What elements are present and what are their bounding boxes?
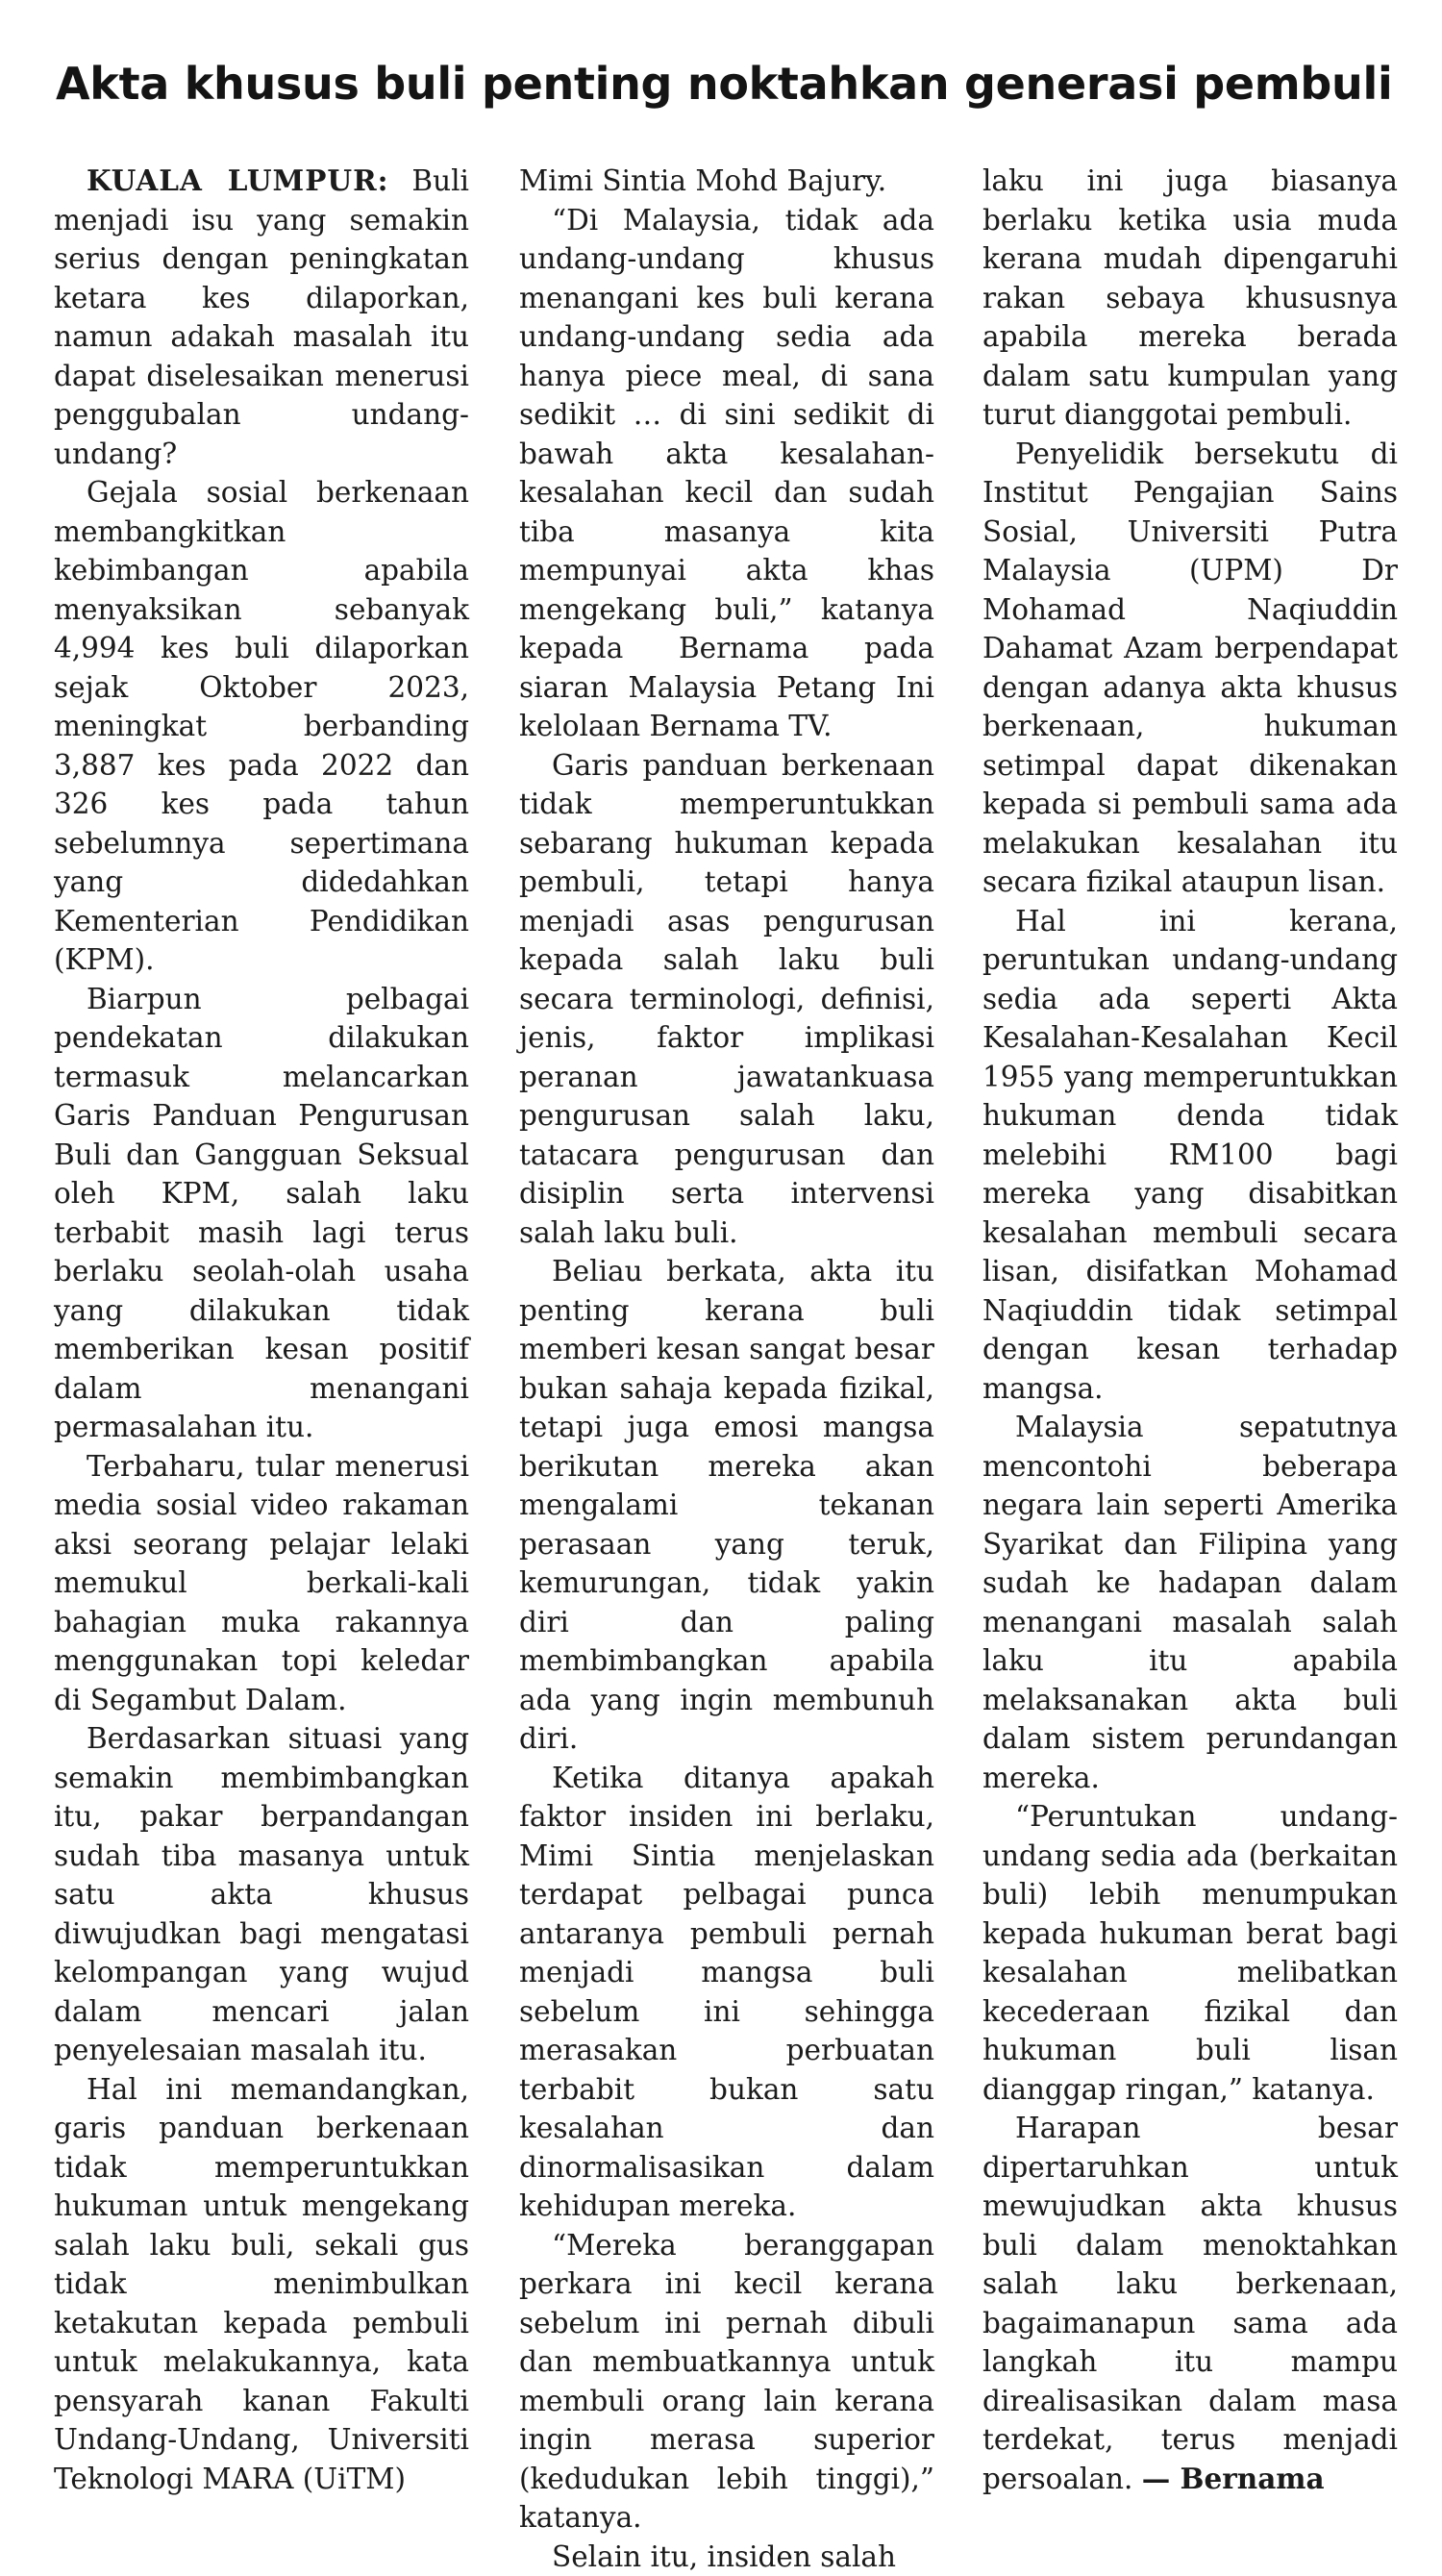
byline: — Bernama (1142, 2462, 1325, 2495)
article-column-3 (982, 162, 1398, 2373)
paragraph: Malaysia sepatutnya mencontohi beberapa negara lain seperti Amerika Syarikat dan Filipina yang sudah ke hadapan dalam menangani masalah salah laku itu apabila melaksanakan akta buli dalam sistem perundangan mereka. (982, 1408, 1398, 1797)
paragraph: Berdasarkan situasi yang semakin membimbangkan itu, pakar berpandangan sudah tiba masanya untuk satu akta khusus diwujudkan bagi mengatasi kelompangan yang wujud dalam mencari jalan penyelesaian masalah itu. (54, 1719, 469, 2070)
paragraph: Garis panduan berkenaan tidak memperuntukkan sebarang hukuman kepada pembuli, tetapi hanya menjadi asas pengurusan kepada salah laku buli secara terminologi, definisi, jenis, faktor implikasi peranan jawatankuasa pengurusan salah laku, tatacara pengurusan dan disiplin serta intervensi salah laku buli. (519, 746, 934, 1253)
dateline: KUALA LUMPUR: (87, 163, 389, 197)
paragraph: Terbaharu, tular menerusi media sosial video rakaman aksi seorang pelajar lelaki memukul berkali-kali bahagian muka rakannya menggunakan topi keledar di Segambut Dalam. (54, 1447, 469, 1720)
article-headline: Akta khusus buli penting noktahkan generasi pembuli (56, 58, 1402, 110)
paragraph: “Peruntukan undang-undang sedia ada (berkaitan buli) lebih menumpukan kepada hukuman berat bagi kesalahan melibatkan kecederaan fizikal dan hukuman buli lisan dianggap ringan,” katanya. (982, 1797, 1398, 2109)
paragraph: Selain itu, insiden salah (519, 2538, 934, 2576)
paragraph: Penyelidik bersekutu di Institut Pengajian Sains Sosial, Universiti Putra Malaysia (UPM) Dr Mohamad Naqiuddin Dahamat Azam berpendapat dengan adanya akta khusus berkenaan, hukuman setimpal dapat dikenakan kepada si pembuli sama ada melakukan kesalahan itu secara fizikal ataupun lisan. (982, 435, 1398, 902)
paragraph (982, 2109, 1398, 2498)
paragraph-text: Buli menjadi isu yang semakin serius dengan peningkatan ketara kes dilaporkan, namun adakah masalah itu dapat diselesaikan menerusi penggubalan undang-undang? (54, 164, 469, 470)
paragraph: Hal ini memandangkan, garis panduan berkenaan tidak memperuntukkan hukuman untuk mengekang salah laku buli, sekali gus tidak menimbulkan ketakutan kepada pembuli untuk melakukannya, kata pensyarah kanan Fakulti Undang-Undang, Universiti Teknologi MARA (UiTM) (54, 2070, 469, 2499)
paragraph-text: Harapan besar dipertaruhkan untuk mewujudkan akta khusus buli dalam menoktahkan salah laku berkenaan, bagaimanapun sama ada langkah itu mampu direalisasikan dalam masa terdekat, terus menjadi persoalan. (982, 2112, 1398, 2495)
paragraph: Beliau berkata, akta itu penting kerana buli memberi kesan sangat besar bukan sahaja kepada fizikal, tetapi juga emosi mangsa berikutan mereka akan mengalami tekanan perasaan yang teruk, kemurungan, tidak yakin diri dan paling membimbangkan apabila ada yang ingin membunuh diri. (519, 1252, 934, 1759)
paragraph: Hal ini kerana, peruntukan undang-undang sedia ada seperti Akta Kesalahan-Kesalahan Kecil 1955 yang memperuntukkan hukuman denda tidak melebihi RM100 bagi mereka yang disabitkan kesalahan membuli secara lisan, disifatkan Mohamad Naqiuddin tidak setimpal dengan kesan terhadap mangsa. (982, 902, 1398, 1409)
paragraph: “Mereka beranggapan perkara ini kecil kerana sebelum ini pernah dibuli dan membuatkannya untuk membuli orang lain kerana ingin merasa superior (kedudukan lebih tinggi),” katanya. (519, 2226, 934, 2538)
paragraph: Ketika ditanya apakah faktor insiden ini berlaku, Mimi Sintia menjelaskan terdapat pelbagai punca antaranya pembuli pernah menjadi mangsa buli sebelum ini sehingga merasakan perbuatan terbabit bukan satu kesalahan dan dinormalisasikan dalam kehidupan mereka. (519, 1759, 934, 2226)
paragraph: “Di Malaysia, tidak ada undang-undang khusus menangani kes buli kerana undang-undang sedia ada hanya piece meal, di sana sedikit … di sini sedikit di bawah akta kesalahan-kesalahan kecil dan sudah tiba masanya kita mempunyai akta khas mengekang buli,” katanya kepada Bernama pada siaran Malaysia Petang Ini kelolaan Bernama TV. (519, 201, 934, 746)
paragraph: Biarpun pelbagai pendekatan dilakukan termasuk melancarkan Garis Panduan Pengurusan Buli dan Gangguan Seksual oleh KPM, salah laku terbabit masih lagi terus berlaku seolah-olah usaha yang dilakukan tidak memberikan kesan positif dalam menangani permasalahan itu. (54, 980, 469, 1447)
paragraph (54, 162, 469, 473)
paragraph: Gejala sosial berkenaan membangkitkan kebimbangan apabila menyaksikan sebanyak 4,994 kes buli dilaporkan sejak Oktober 2023, meningkat berbanding 3,887 kes pada 2022 dan 326 kes pada tahun sebelumnya sepertimana yang didedahkan Kementerian Pendidikan (KPM). (54, 473, 469, 980)
article-column-1 (54, 162, 469, 2373)
paragraph: Mimi Sintia Mohd Bajury. (519, 162, 934, 201)
paragraph: laku ini juga biasanya berlaku ketika usia muda kerana mudah dipengaruhi rakan sebaya khususnya apabila mereka berada dalam satu kumpulan yang turut dianggotai pembuli. (982, 162, 1398, 435)
article-column-2 (519, 162, 934, 2373)
